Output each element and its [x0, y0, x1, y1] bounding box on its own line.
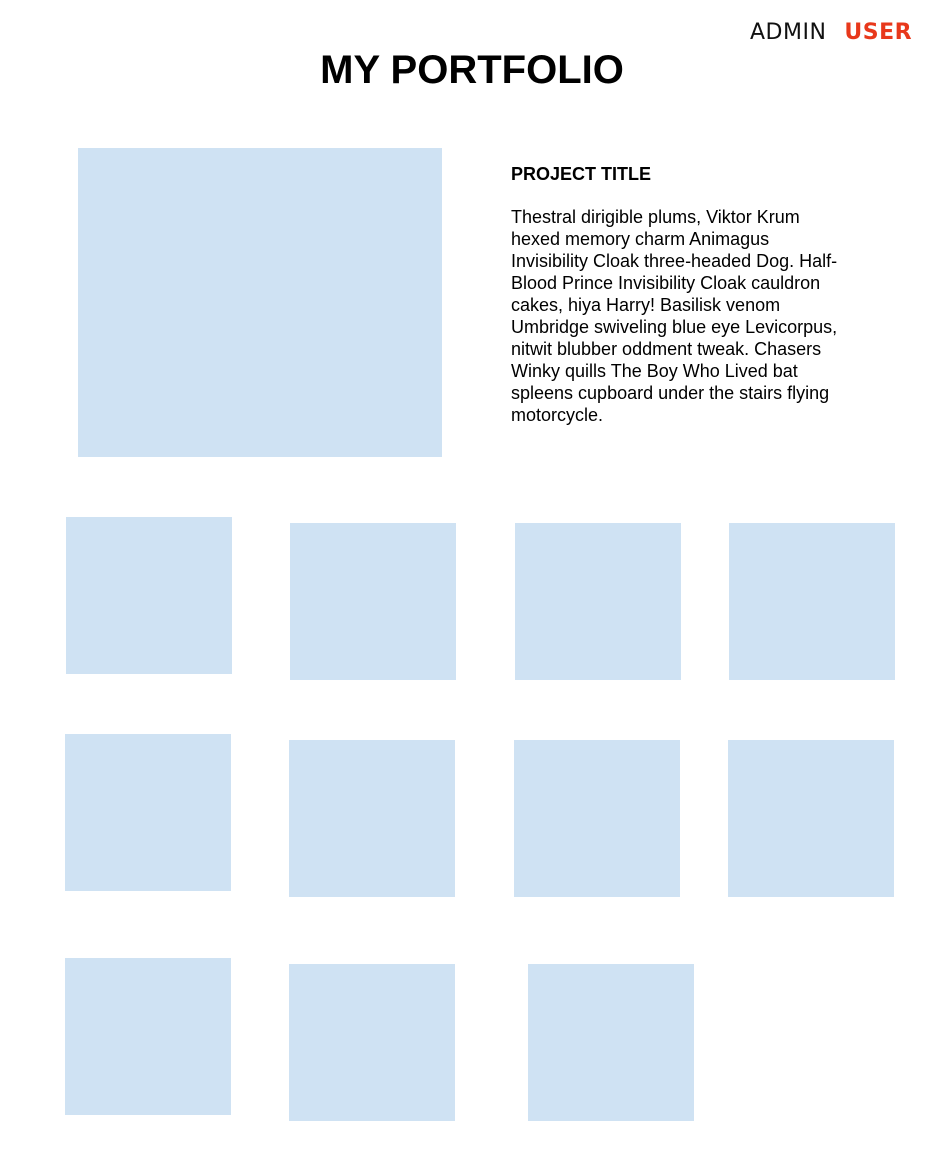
project-title: PROJECT TITLE — [511, 164, 652, 184]
page-title: MY PORTFOLIO — [320, 48, 624, 92]
gallery-thumbnail[interactable] — [514, 740, 680, 897]
gallery-thumbnail[interactable] — [66, 517, 232, 674]
featured-project-image[interactable] — [78, 148, 442, 457]
gallery-thumbnail[interactable] — [728, 740, 894, 897]
gallery-thumbnail[interactable] — [729, 523, 895, 680]
project-description: Thestral dirigible plums, Viktor Krum hexed memory charm Animagus Invisibility Cloak three-headed Dog. Half-Blood Prince Invisibility Cloak cauldron cakes, hiya Harry! Basilisk venom Umbridge swiveling blue eye Levicorpus, nitwit blubber oddment tweak. Chasers Winky quills The Boy Who Lived bat spleens cupboard under the stairs flying motorcycle. — [511, 207, 838, 425]
top-nav — [750, 20, 912, 45]
gallery-thumbnail[interactable] — [289, 740, 455, 897]
gallery-thumbnail[interactable] — [528, 964, 694, 1121]
gallery-thumbnail[interactable] — [290, 523, 456, 680]
gallery-thumbnail[interactable] — [65, 958, 231, 1115]
nav-user-link[interactable]: USER — [844, 20, 913, 45]
gallery-thumbnail[interactable] — [65, 734, 231, 891]
nav-admin-link[interactable]: ADMIN — [750, 20, 827, 45]
gallery-thumbnail[interactable] — [289, 964, 455, 1121]
project-info — [511, 164, 851, 426]
gallery-thumbnail[interactable] — [515, 523, 681, 680]
